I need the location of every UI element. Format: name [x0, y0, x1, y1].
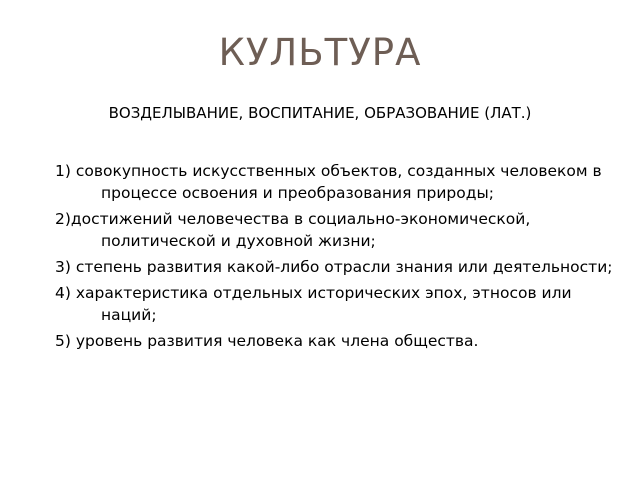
list-item: 4) характеристика отдельных исторических эпох, этносов или наций;	[55, 284, 572, 324]
list-item: 3) степень развития какой-либо отрасли знания или деятельности;	[55, 258, 613, 276]
list-item: 2)достижений человечества в социально-экономической, политической и духовной жизни;	[55, 210, 531, 250]
slide-title: КУЛЬТУРА	[218, 31, 422, 74]
definition-list	[55, 160, 615, 356]
list-item: 1) совокупность искусственных объектов, созданных человеком в процессе освоения и преобразования природы;	[55, 162, 602, 202]
slide-subtitle: ВОЗДЕЛЫВАНИЕ, ВОСПИТАНИЕ, ОБРАЗОВАНИЕ (ЛАТ.)	[108, 104, 532, 122]
list-item: 5) уровень развития человека как члена общества.	[55, 332, 479, 350]
